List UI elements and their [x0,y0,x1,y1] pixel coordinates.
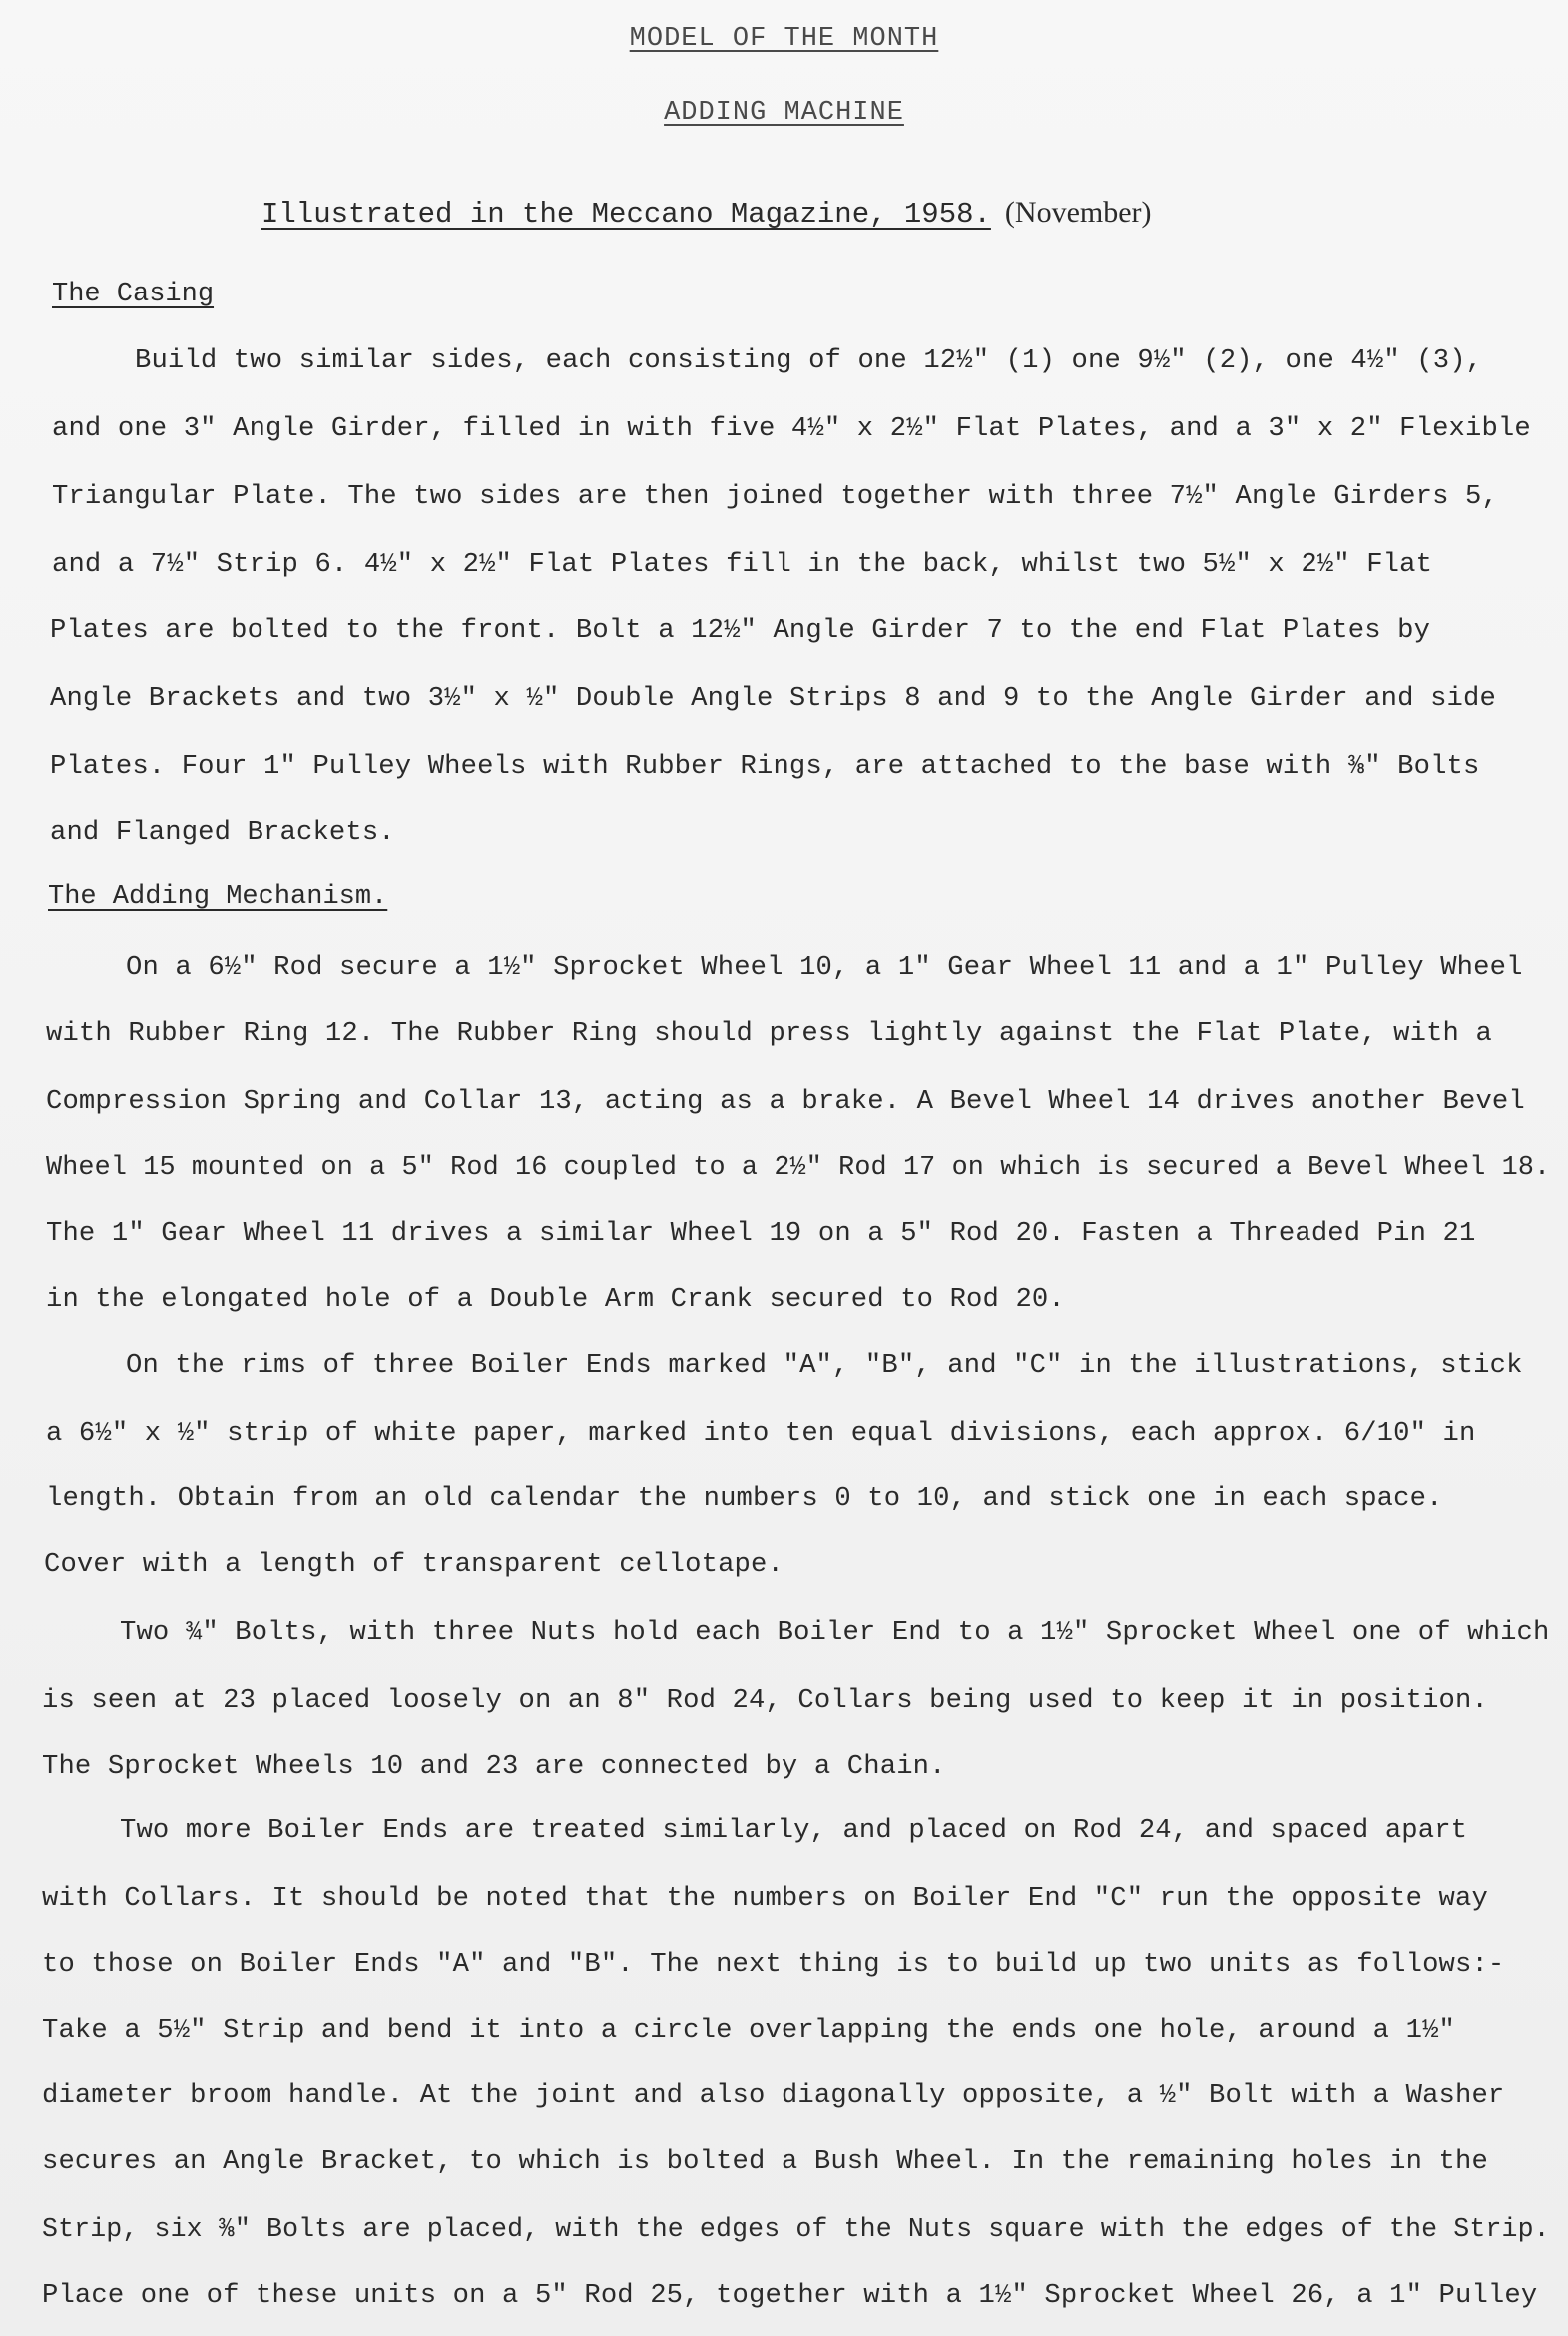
source-text: Illustrated in the Meccano Magazine, 1958. [261,198,991,231]
text-line: Plates. Four 1" Pulley Wheels with Rubber Rings, are attached to the base with ⅜" Bolts [50,751,1480,782]
text-line: Build two similar sides, each consisting of one 12½" (1) one 9½" (2), one 4½" (3), [135,345,1483,376]
document-title: MODEL OF THE MONTH [629,24,939,54]
text-line: On a 6½" Rod secure a 1½" Sprocket Wheel 10, a 1" Gear Wheel 11 and a 1" Pulley Wheel [126,952,1523,983]
text-line: length. Obtain from an old calendar the numbers 0 to 10, and stick one in each space. [46,1483,1443,1514]
text-line: in the elongated hole of a Double Arm Crank secured to Rod 20. [46,1284,1065,1315]
text-line: is seen at 23 placed loosely on an 8" Rod 24, Collars being used to keep it in position. [42,1685,1488,1716]
document-subtitle: ADDING MACHINE [664,98,904,128]
text-line: Plates are bolted to the front. Bolt a 12½" Angle Girder 7 to the end Flat Plates by [50,615,1431,646]
text-line: secures an Angle Bracket, to which is bolted a Bush Wheel. In the remaining holes in the [42,2146,1488,2177]
text-line: Strip, six ⅜" Bolts are placed, with the edges of the Nuts square with the edges of the Strip. [42,2214,1550,2245]
text-line: Two ¾" Bolts, with three Nuts hold each Boiler End to a 1½" Sprocket Wheel one of which [120,1617,1550,1648]
source-month: (November) [1004,196,1152,229]
text-line: to those on Boiler Ends "A" and "B". The next thing is to build up two units as follows:- [42,1949,1505,1980]
section-heading-casing: The Casing [52,280,215,309]
text-line: diameter broom handle. At the joint and also diagonally opposite, a ½" Bolt with a Washer [42,2080,1505,2111]
text-line: Place one of these units on a 5" Rod 25, together with a 1½" Sprocket Wheel 26, a 1" Pulley [42,2280,1538,2311]
text-line: with Collars. It should be noted that the numbers on Boiler End "C" run the opposite way [42,1883,1488,1914]
text-line: Compression Spring and Collar 13, acting as a brake. A Bevel Wheel 14 drives another Bevel [46,1086,1525,1117]
text-line: Take a 5½" Strip and bend it into a circle overlapping the ends one hole, around a 1½" [42,2015,1456,2045]
source-line [261,196,1152,231]
text-line: The 1" Gear Wheel 11 drives a similar Wheel 19 on a 5" Rod 20. Fasten a Threaded Pin 21 [46,1218,1476,1249]
text-line: Two more Boiler Ends are treated similarly, and placed on Rod 24, and spaced apart [120,1815,1468,1846]
text-line: On the rims of three Boiler Ends marked "A", "B", and "C" in the illustrations, stick [126,1350,1523,1381]
text-line: and one 3" Angle Girder, filled in with five 4½" x 2½" Flat Plates, and a 3" x 2" Flexible [52,413,1531,444]
text-line: Angle Brackets and two 3½" x ½" Double Angle Strips 8 and 9 to the Angle Girder and side [50,683,1496,714]
text-line: Cover with a length of transparent cellotape. [44,1549,784,1580]
text-line: a 6½" x ½" strip of white paper, marked into ten equal divisions, each approx. 6/10" in [46,1418,1476,1449]
text-line: Wheel 15 mounted on a 5" Rod 16 coupled to a 2½" Rod 17 on which is secured a Bevel Wheel 18. [46,1152,1551,1183]
section-heading-adding-mechanism: The Adding Mechanism. [48,882,388,912]
text-line: with Rubber Ring 12. The Rubber Ring should press lightly against the Flat Plate, with a [46,1018,1492,1049]
text-line: Triangular Plate. The two sides are then joined together with three 7½" Angle Girders 5, [52,481,1498,512]
text-line: The Sprocket Wheels 10 and 23 are connected by a Chain. [42,1751,946,1782]
text-line: and a 7½" Strip 6. 4½" x 2½" Flat Plates fill in the back, whilst two 5½" x 2½" Flat [52,549,1433,580]
text-line: and Flanged Brackets. [50,817,395,848]
